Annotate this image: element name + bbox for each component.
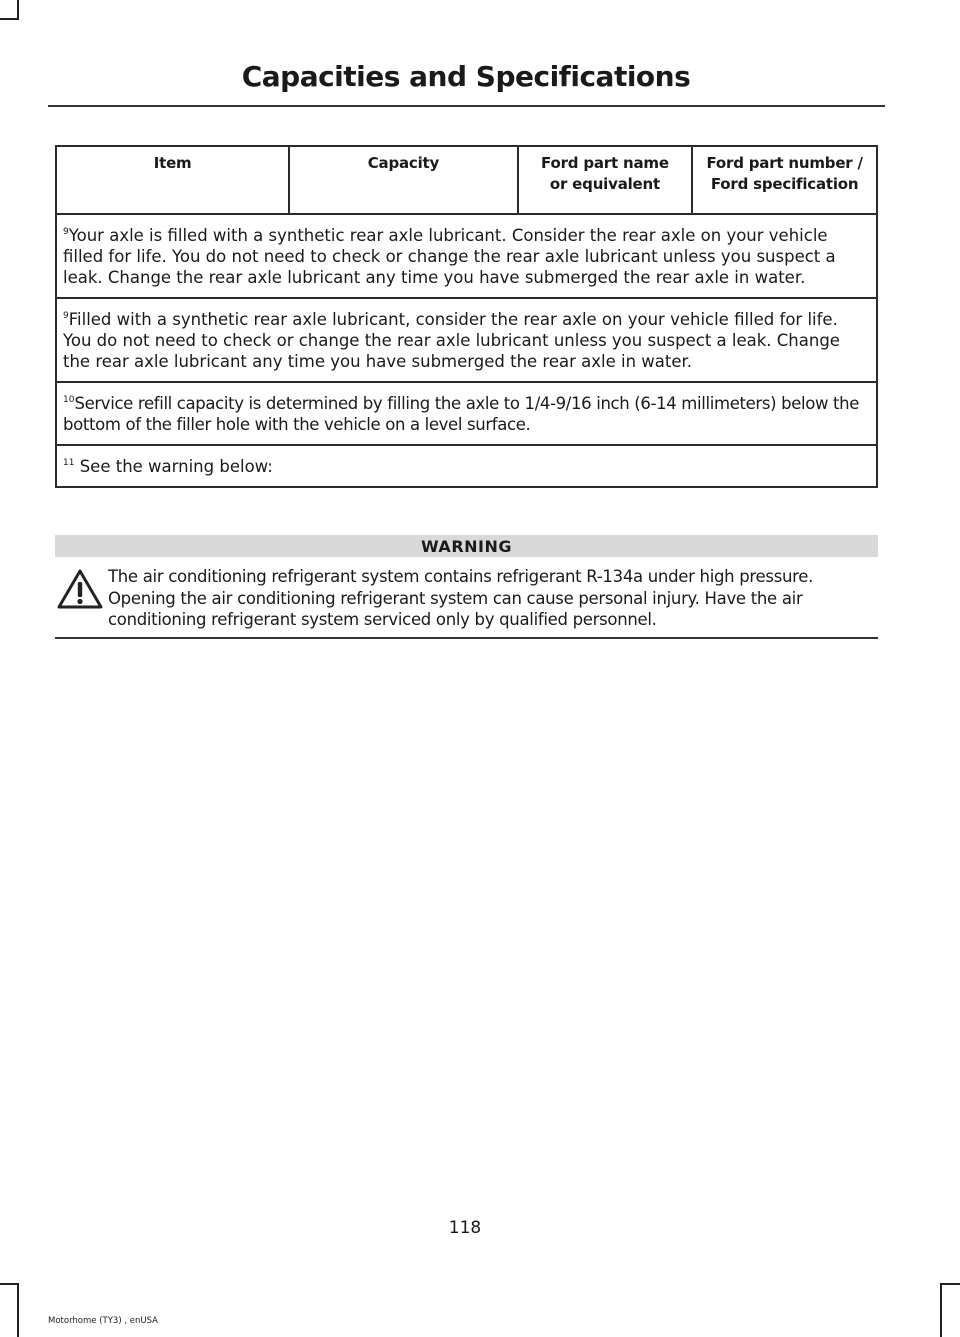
crop-mark xyxy=(17,1283,19,1337)
crop-mark xyxy=(0,1283,19,1285)
header-cell-capacity: Capacity xyxy=(289,146,517,214)
footnote-text: Service refill capacity is determined by filling the axle to 1/4-9/16 inch (6-14 millimeters) below the bottom of the filler hole with the vehicle on a level surface. xyxy=(63,394,860,434)
title-divider xyxy=(48,105,885,107)
warning-divider xyxy=(55,637,878,639)
header-cell-part-number: Ford part number / Ford specification xyxy=(692,146,877,214)
footnote-marker: 10 xyxy=(63,395,75,405)
table-header-row xyxy=(56,146,877,214)
footer-text: Motorhome (TY3) , enUSA xyxy=(48,1316,158,1326)
footnote-marker: 9 xyxy=(63,311,69,321)
table-row xyxy=(56,445,877,487)
footnote-9b xyxy=(56,298,877,382)
footnote-10 xyxy=(56,382,877,445)
footnote-11 xyxy=(56,445,877,487)
footnote-marker: 9 xyxy=(63,227,69,237)
footnote-marker: 11 xyxy=(63,458,75,468)
footnote-9a xyxy=(56,214,877,298)
table-row xyxy=(56,298,877,382)
table-row xyxy=(56,214,877,298)
footnote-text: Your axle is filled with a synthetic rear axle lubricant. Consider the rear axle on your vehicle filled for life. You do not need to check or change the rear axle lubricant unless you suspect a leak. Change the rear axle lubricant any time you have submerged the rear axle in water. xyxy=(63,226,836,287)
page-title: Capacities and Specifications xyxy=(241,60,691,93)
footnote-text: Filled with a synthetic rear axle lubricant, consider the rear axle on your vehicle filled for life. You do not need to check or change the rear axle lubricant unless you suspect a leak. Change the rear axle lubricant any time you have submerged the rear axle in water. xyxy=(63,310,840,371)
crop-mark xyxy=(940,1283,942,1337)
table-row xyxy=(56,382,877,445)
capacities-table xyxy=(55,145,878,488)
header-cell-item: Item xyxy=(56,146,289,214)
header-cell-part-name: Ford part name or equivalent xyxy=(518,146,693,214)
warning-heading: WARNING xyxy=(55,535,878,557)
crop-mark xyxy=(940,1283,960,1285)
warning-triangle-icon xyxy=(57,568,103,610)
crop-mark xyxy=(0,18,19,20)
page-number: 118 xyxy=(448,1218,482,1238)
crop-mark xyxy=(17,0,19,20)
footnote-text: See the warning below: xyxy=(74,457,273,476)
warning-text: The air conditioning refrigerant system contains refrigerant R-134a under high pressure. Opening the air conditioning refrigerant system can cause personal injury. Have the air conditioning refrigerant system serviced only by qualified personnel. xyxy=(108,567,814,629)
